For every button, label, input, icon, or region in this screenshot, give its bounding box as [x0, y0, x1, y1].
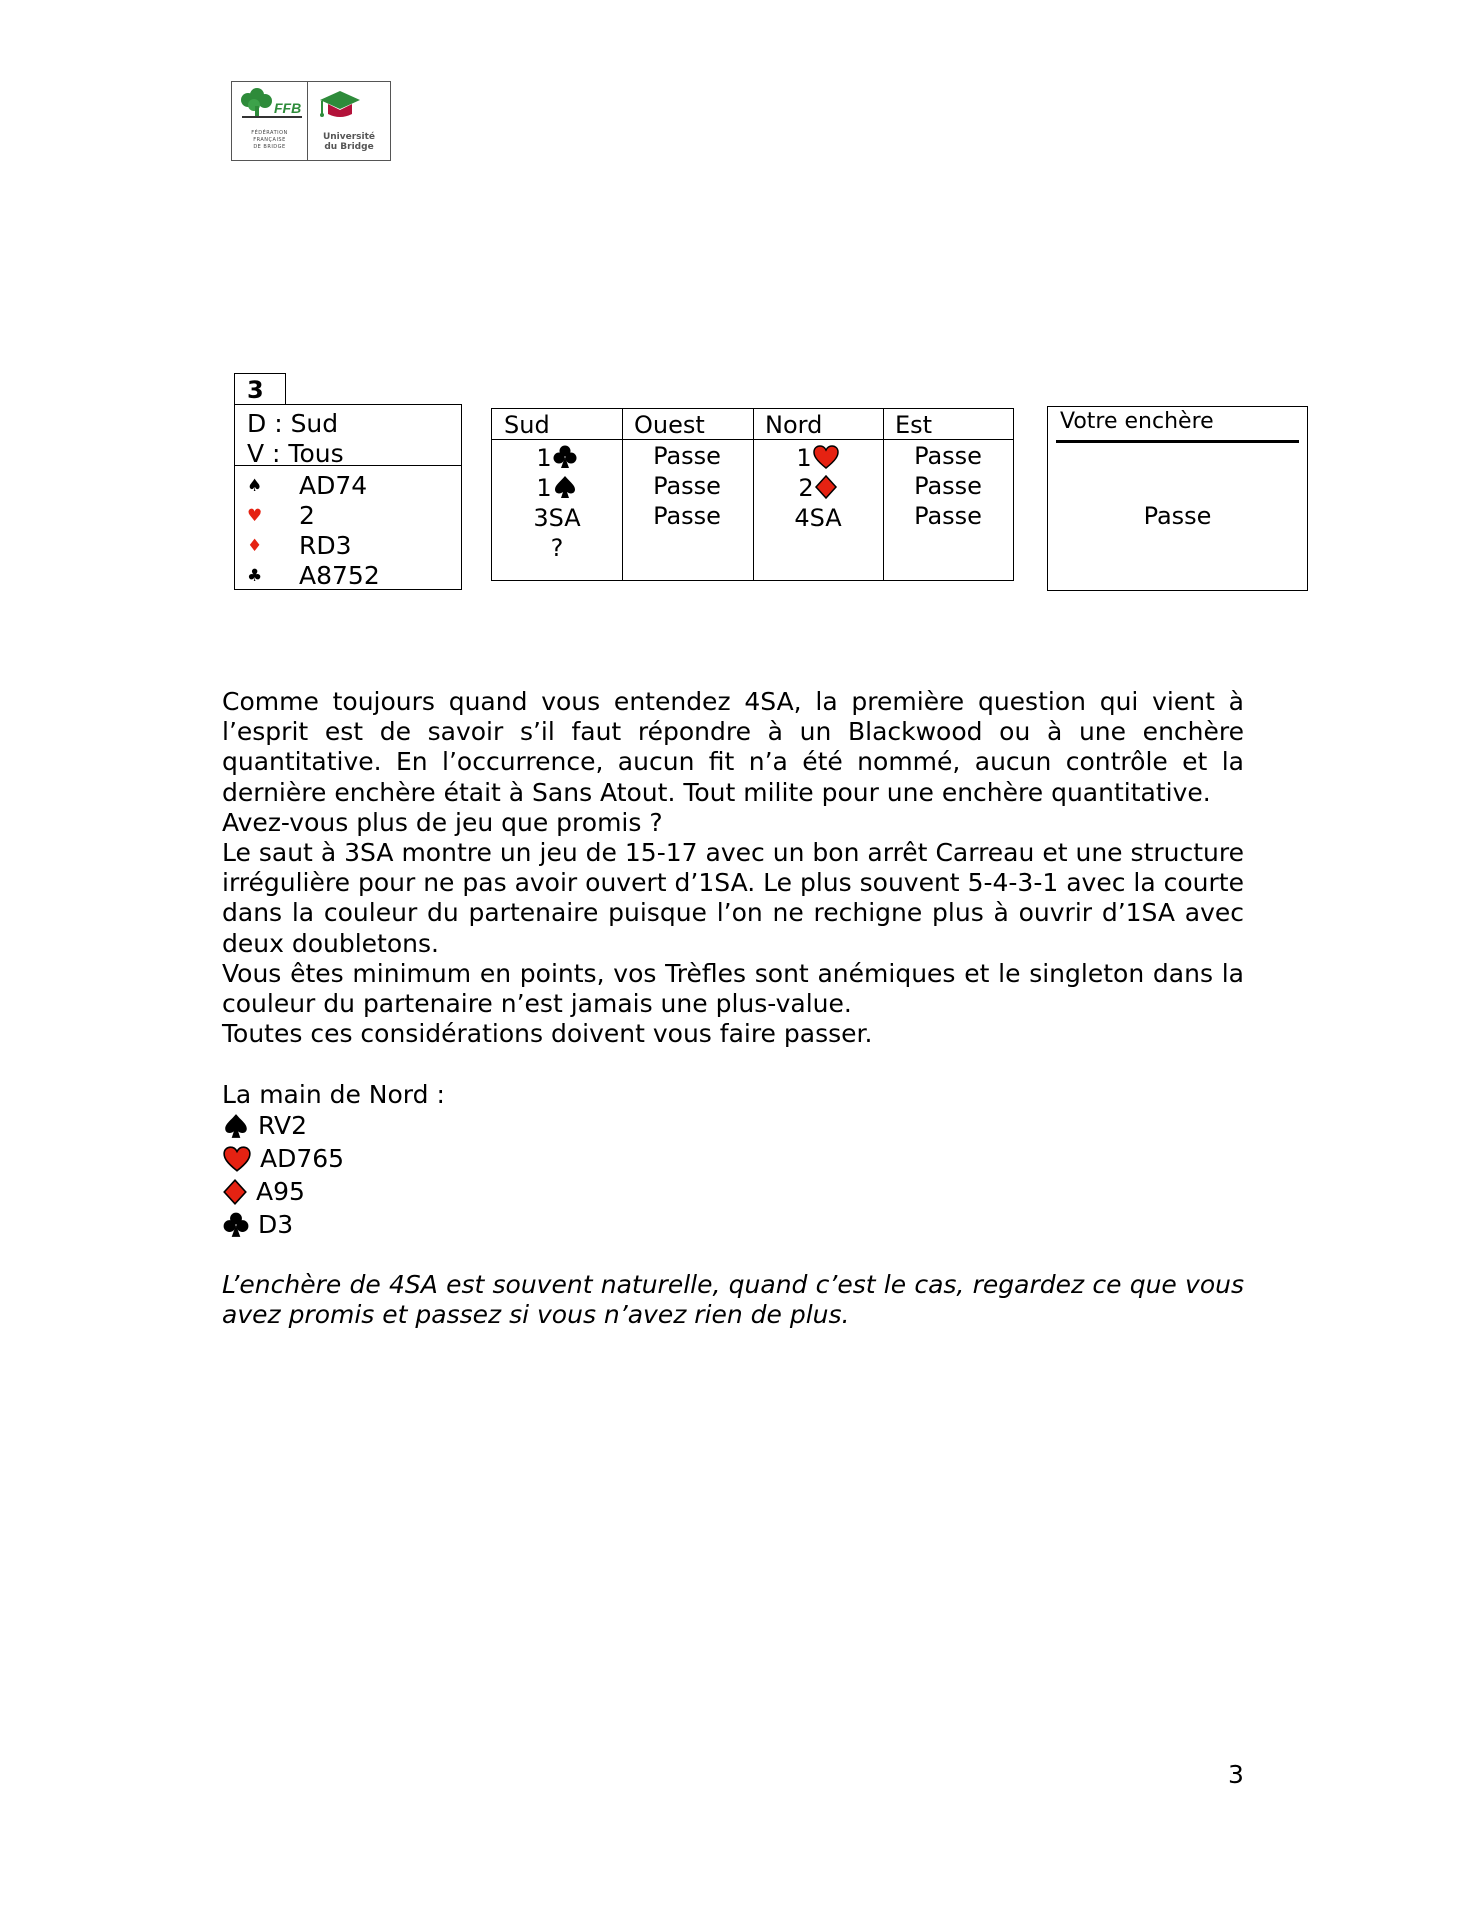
bid-sud-4: ?	[550, 534, 564, 562]
north-spades-row	[222, 1110, 1244, 1143]
graduation-cap-icon	[308, 84, 392, 129]
bid-sud-1: 1	[492, 444, 622, 472]
para2-line3: dans la couleur du partenaire puisque l’on ne rechigne plus à ouvrir d’1SA avec	[222, 898, 1244, 928]
spade-icon: ♠	[247, 476, 263, 496]
spade-icon	[222, 1112, 250, 1140]
page-number: 3	[1228, 1760, 1244, 1789]
bid-nord-3: 4SA	[794, 504, 842, 532]
answer-value: Passe	[1143, 502, 1212, 530]
bid-est-2: Passe	[914, 472, 982, 500]
dealer: D : Sud	[247, 409, 339, 438]
club-icon	[552, 444, 578, 470]
answer-rule	[1056, 440, 1299, 443]
vulnerability: V : Tous	[247, 439, 344, 468]
ub-line-1: Université	[322, 132, 376, 142]
club-icon: ♣	[247, 566, 263, 586]
conclusion-line1: L’enchère de 4SA est souvent naturelle, quand c’est le cas, regardez ce que vous	[222, 1269, 1244, 1299]
para3-line1: Vous êtes minimum en points, vos Trèfles sont anémiques et le singleton dans la	[222, 958, 1244, 988]
north-diamonds-row	[222, 1176, 1244, 1209]
north-hearts: AD765	[260, 1144, 345, 1174]
heart-icon	[222, 1145, 252, 1173]
para2-line4: deux doubletons.	[222, 928, 439, 958]
tree-icon	[232, 84, 307, 129]
ffb-logo	[231, 81, 391, 161]
header-nord: Nord	[765, 411, 823, 439]
bid-nord-1: 1	[753, 444, 883, 472]
north-clubs-row	[222, 1209, 1244, 1242]
deal-number: 3	[234, 373, 286, 405]
ub-line-2: du Bridge	[324, 142, 374, 152]
diamond-icon: ♦	[247, 536, 263, 556]
bid-ouest-3: Passe	[653, 502, 721, 530]
answer-title: Votre enchère	[1060, 409, 1214, 434]
bid-sud-2: 1	[492, 474, 622, 502]
para1-line2: l’esprit est de savoir s’il faut répondre à un Blackwood ou à une enchère	[222, 717, 1244, 747]
para1-line1: Comme toujours quand vous entendez 4SA, la première question qui vient à	[222, 687, 1244, 716]
answer-box	[1047, 406, 1308, 591]
heart-icon	[812, 444, 840, 470]
ffb-subtitle-1: FÉDÉRATION	[251, 130, 288, 136]
ffb-subtitle-2: FRANÇAISE	[253, 137, 286, 143]
ffb-text: FFB	[274, 100, 302, 116]
bid-nord-2: 2	[753, 474, 883, 502]
header-est: Est	[895, 411, 933, 439]
north-hearts-row	[222, 1143, 1244, 1176]
deal-box	[234, 404, 462, 590]
hand-diamonds: RD3	[299, 531, 352, 560]
hand-spades: AD74	[299, 471, 368, 500]
north-spades: RV2	[258, 1111, 308, 1141]
hand-hearts: 2	[299, 501, 315, 530]
para2-line1: Le saut à 3SA montre un jeu de 15-17 avec un bon arrêt Carreau et une structure	[222, 838, 1244, 868]
para3-line2: couleur du partenaire n’est jamais une plus-value.	[222, 989, 852, 1019]
conclusion-line2: avez promis et passez si vous n’avez rien de plus.	[222, 1300, 850, 1330]
bid-ouest-1: Passe	[653, 442, 721, 470]
ub-logo	[308, 82, 390, 160]
auction-table	[491, 408, 1014, 581]
spade-icon	[552, 474, 578, 500]
heart-icon: ♥	[247, 506, 263, 526]
diamond-icon	[222, 1178, 248, 1206]
bid-ouest-2: Passe	[653, 472, 721, 500]
north-diamonds: A95	[256, 1177, 305, 1207]
north-clubs: D3	[258, 1210, 294, 1240]
deal-separator	[235, 465, 461, 466]
bid-est-1: Passe	[914, 442, 982, 470]
para2-line2: irrégulière pour ne pas avoir ouvert d’1SA. Le plus souvent 5-4-3-1 avec la courte	[222, 868, 1244, 898]
para1-line3: quantitative. En l’occurrence, aucun fit n’a été nommé, aucun contrôle et la	[222, 747, 1244, 777]
question-line: Avez-vous plus de jeu que promis ?	[222, 807, 663, 837]
north-hand-title: La main de Nord :	[222, 1079, 445, 1109]
diamond-icon	[814, 474, 838, 500]
explanation-text	[222, 687, 1244, 1330]
bid-est-3: Passe	[914, 502, 982, 530]
ffb-logo-left	[232, 82, 308, 160]
header-ouest: Ouest	[634, 411, 705, 439]
hand-clubs: A8752	[299, 561, 380, 590]
header-sud: Sud	[504, 411, 550, 439]
bid-sud-3: 3SA	[533, 504, 581, 532]
para1-line4: dernière enchère était à Sans Atout. Tout milite pour une enchère quantitative.	[222, 777, 1211, 807]
club-icon	[222, 1211, 250, 1239]
para4-line: Toutes ces considérations doivent vous faire passer.	[222, 1019, 873, 1049]
ffb-subtitle-3: DE BRIDGE	[253, 144, 286, 150]
